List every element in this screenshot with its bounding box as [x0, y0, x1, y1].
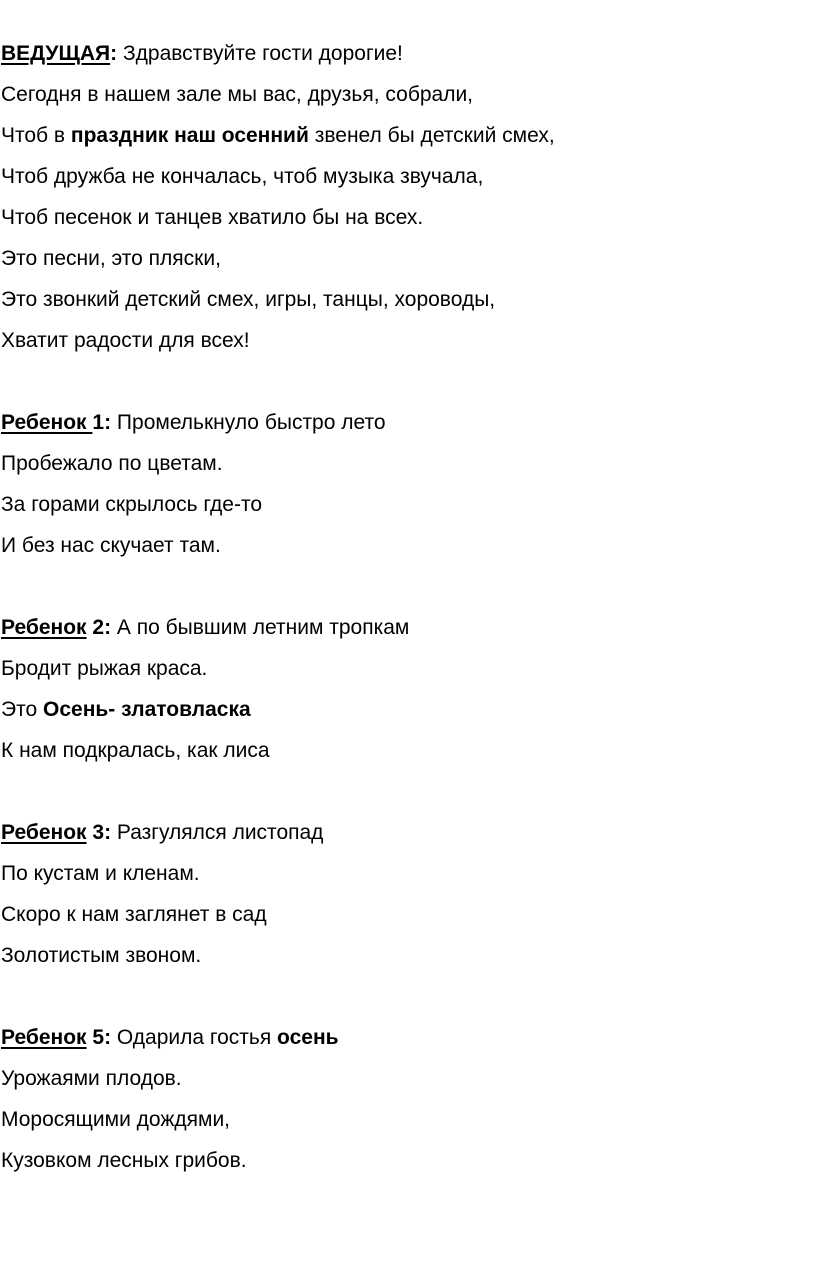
- text-segment: Бродит рыжая краса.: [1, 657, 208, 680]
- text-line: [1, 40, 403, 68]
- text-segment: Сегодня в нашем зале мы вас, друзья, собрали,: [1, 83, 474, 106]
- text-segment: Это звонкий детский смех, игры, танцы, хороводы,: [1, 288, 496, 311]
- bold-text: 3:: [86, 821, 112, 844]
- text-segment: Чтоб в: [1, 124, 71, 147]
- text-line: [1, 532, 221, 560]
- text-line: [1, 696, 251, 724]
- text-line: [1, 286, 495, 314]
- speaker-label: Ребенок: [1, 411, 93, 434]
- text-segment: Хватит радости для всех!: [1, 329, 250, 352]
- text-segment: По кустам и кленам.: [1, 862, 200, 885]
- text-segment: Это песни, это пляски,: [1, 247, 221, 270]
- text-line: [1, 901, 267, 929]
- text-line: [1, 1024, 339, 1052]
- bold-text: 1:: [92, 411, 112, 434]
- bold-text: осень: [277, 1026, 339, 1049]
- text-line: [1, 204, 423, 232]
- text-segment: Урожаями плодов.: [1, 1067, 182, 1090]
- text-segment: За горами скрылось где-то: [1, 493, 263, 516]
- text-line: [1, 1065, 182, 1093]
- bold-text: :: [110, 42, 118, 65]
- text-segment: Разгулялся листопад: [111, 821, 324, 844]
- text-line: [1, 122, 555, 150]
- text-line: [1, 819, 323, 847]
- text-line: [1, 737, 270, 765]
- text-line: [1, 245, 221, 273]
- speaker-label: Ребенок: [1, 616, 87, 639]
- text-line: [1, 163, 483, 191]
- text-line: [1, 450, 223, 478]
- speaker-label: Ребенок: [1, 821, 87, 844]
- text-line: [1, 1106, 230, 1134]
- text-segment: И без нас скучает там.: [1, 534, 221, 557]
- bold-text: 5:: [86, 1026, 112, 1049]
- text-line: [1, 81, 473, 109]
- text-segment: Скоро к нам заглянет в сад: [1, 903, 267, 926]
- text-segment: Это: [1, 698, 43, 721]
- text-line: [1, 327, 250, 355]
- text-segment: Чтоб песенок и танцев хватило бы на всех.: [1, 206, 424, 229]
- text-segment: Чтоб дружба не кончалась, чтоб музыка звучала,: [1, 165, 484, 188]
- text-segment: К нам подкралась, как лиса: [1, 739, 270, 762]
- text-line: [1, 1147, 247, 1175]
- text-line: [1, 655, 207, 683]
- text-line: [1, 491, 262, 519]
- text-segment: звенел бы детский смех,: [308, 124, 555, 147]
- bold-text: праздник наш осенний: [70, 124, 309, 147]
- text-segment: Пробежало по цветам.: [1, 452, 223, 475]
- text-segment: А по бывшим летним тропкам: [111, 616, 410, 639]
- text-segment: Моросящими дождями,: [1, 1108, 231, 1131]
- text-segment: Золотистым звоном.: [1, 944, 202, 967]
- text-segment: Кузовком лесных грибов.: [1, 1149, 247, 1172]
- bold-text: Осень- златовласка: [43, 698, 251, 721]
- bold-text: 2:: [86, 616, 112, 639]
- text-line: [1, 614, 409, 642]
- text-segment: Одарила гостья: [111, 1026, 278, 1049]
- text-line: [1, 860, 200, 888]
- speaker-label: Ребенок: [1, 1026, 87, 1049]
- text-line: [1, 409, 386, 437]
- speaker-label: ВЕДУЩАЯ: [1, 42, 111, 65]
- text-segment: Здравствуйте гости дорогие!: [117, 42, 403, 65]
- text-segment: Промелькнуло быстро лето: [111, 411, 386, 434]
- text-line: [1, 942, 201, 970]
